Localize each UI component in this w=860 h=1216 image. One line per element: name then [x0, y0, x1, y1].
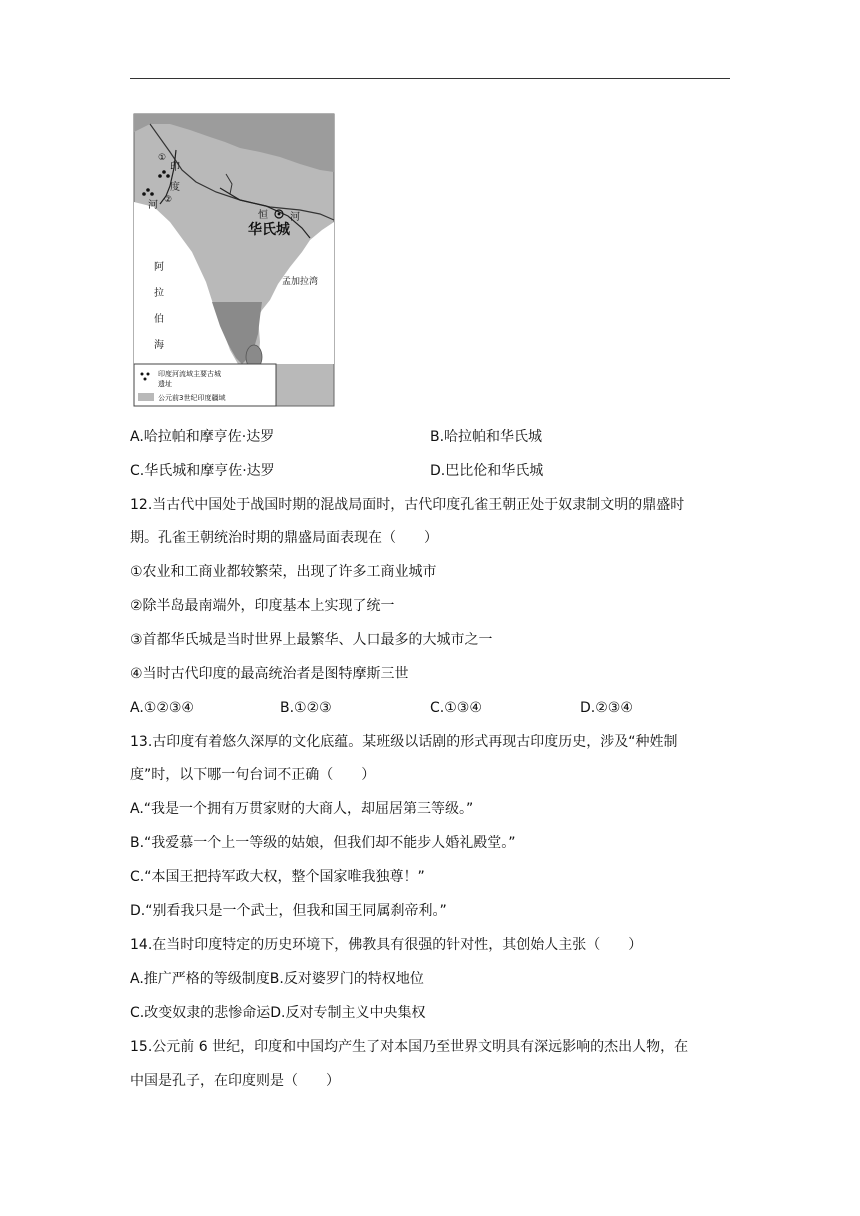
- svg-text:恒: 恒: [258, 210, 268, 221]
- pataliputra-label: 华氏城: [248, 222, 290, 238]
- q14-options-line1: A.推广严格的等级制度B.反对婆罗门的特权地位: [130, 971, 424, 987]
- q15-stem-line1: 15.公元前 6 世纪，印度和中国均产生了对本国乃至世界文明具有深远影响的杰出人物，在: [130, 1039, 689, 1055]
- svg-text:伯: 伯: [154, 314, 164, 325]
- q11-option-b: B.哈拉帕和华氏城: [430, 429, 543, 445]
- svg-text:河: 河: [148, 200, 158, 211]
- svg-text:印度河流域主要古城: 印度河流域主要古城: [158, 370, 221, 378]
- q12-option-c: C.①③④: [430, 700, 482, 716]
- q11-option-d: D.巴比伦和华氏城: [430, 463, 544, 479]
- q11-option-c: C.华氏城和摩亨佐·达罗: [130, 463, 275, 479]
- q14-options-line2: C.改变奴隶的悲惨命运D.反对专制主义中央集权: [130, 1005, 426, 1021]
- q15-stem-line2: 中国是孔子，在印度则是（ ）: [130, 1073, 340, 1089]
- svg-text:①: ①: [158, 153, 167, 163]
- q12-item-2: ②除半岛最南端外，印度基本上实现了统一: [130, 598, 395, 614]
- q13-option-c: C.“本国王把持军政大权，整个国家唯我独尊！”: [130, 869, 425, 885]
- q13-option-a: A.“我是一个拥有万贯家财的大商人，却屈居第三等级。”: [130, 801, 474, 817]
- q13-option-d: D.“别看我只是一个武士，但我和国王同属刹帝利。”: [130, 903, 447, 919]
- svg-text:度: 度: [170, 182, 180, 193]
- q12-option-d: D.②③④: [580, 700, 633, 716]
- svg-text:②: ②: [164, 195, 173, 205]
- q12-stem-line2: 期。孔雀王朝统治时期的鼎盛局面表现在（ ）: [130, 530, 438, 546]
- q14-stem: 14.在当时印度特定的历史环境下，佛教具有很强的针对性，其创始人主张（ ）: [130, 937, 643, 953]
- q13-stem-line1: 13.古印度有着悠久深厚的文化底蕴。某班级以话剧的形式再现古印度历史，涉及“种姓制: [130, 734, 678, 750]
- q13-option-b: B.“我爱慕一个上一等级的姑娘，但我们却不能步人婚礼殿堂。”: [130, 835, 516, 851]
- q12-item-3: ③首都华氏城是当时世界上最繁华、人口最多的大城市之一: [130, 632, 493, 648]
- q12-item-4: ④当时古代印度的最高统治者是图特摩斯三世: [130, 666, 409, 682]
- q12-stem-line1: 12.当古代中国处于战国时期的混战局面时，古代印度孔雀王朝正处于奴隶制文明的鼎盛时: [130, 497, 685, 513]
- svg-text:海: 海: [154, 340, 164, 351]
- svg-text:印: 印: [170, 162, 180, 173]
- svg-text:河: 河: [290, 212, 300, 223]
- q12-item-1: ①农业和工商业都较繁荣，出现了许多工商业城市: [130, 564, 437, 580]
- svg-text:拉: 拉: [154, 288, 164, 299]
- q12-option-a: A.①②③④: [130, 700, 194, 716]
- q12-option-b: B.①②③: [280, 700, 332, 716]
- q11-option-a: A.哈拉帕和摩亨佐·达罗: [130, 429, 275, 445]
- svg-text:公元前3世纪印度疆域: 公元前3世纪印度疆域: [158, 394, 226, 402]
- q13-stem-line2: 度”时，以下哪一句台词不正确（ ）: [130, 767, 376, 783]
- header-rule: [130, 78, 730, 79]
- svg-text:遗址: 遗址: [158, 380, 172, 388]
- svg-text:孟加拉湾: 孟加拉湾: [282, 277, 319, 287]
- ancient-india-map: [130, 112, 338, 410]
- svg-text:阿: 阿: [154, 262, 164, 273]
